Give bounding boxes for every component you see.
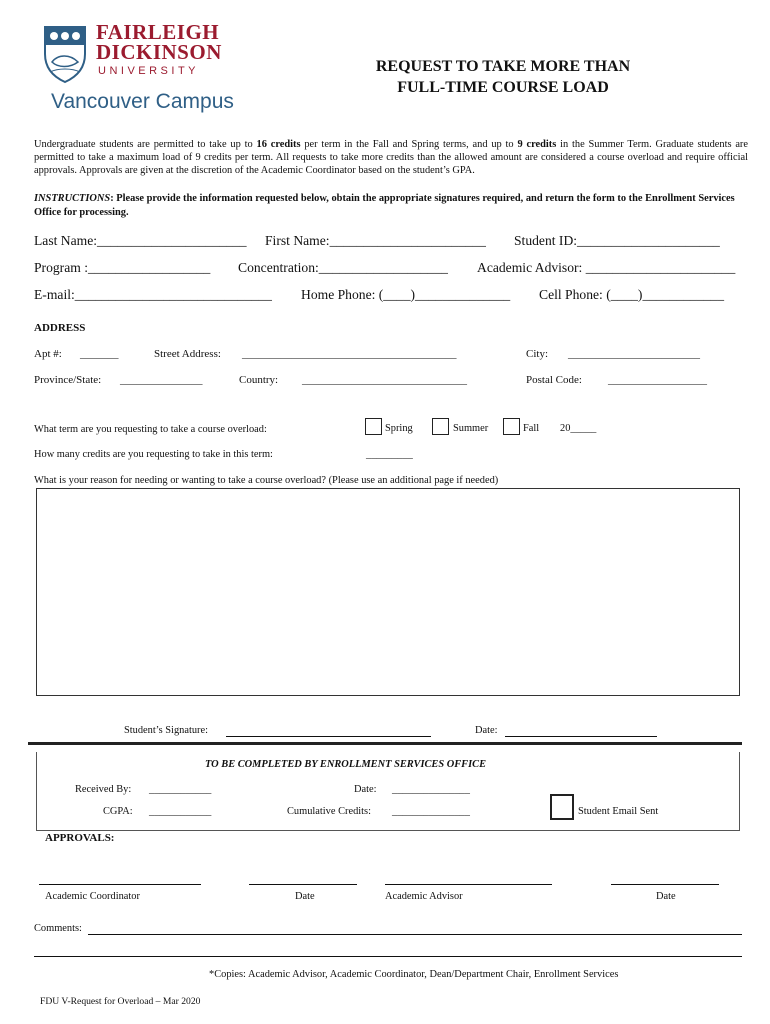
office-box-shadow: [28, 742, 742, 745]
spring-checkbox[interactable]: [365, 418, 382, 435]
intro-text-2: per term in the Fall and Spring terms, and up to: [300, 139, 518, 150]
student-id-field[interactable]: Student ID:_____________________: [514, 233, 720, 248]
coordinator-label: Academic Coordinator: [45, 891, 140, 902]
intro-bold-1: 16 credits: [256, 139, 301, 150]
cum-credits-field[interactable]: _______________: [392, 806, 470, 817]
logo-fairleigh: FAIRLEIGH: [96, 20, 220, 44]
logo-university: UNIVERSITY: [98, 65, 200, 77]
office-date-label: Date:: [354, 784, 377, 795]
advisor-label: Academic Advisor: [385, 891, 463, 902]
postal-field[interactable]: __________________: [608, 374, 707, 386]
spring-label: Spring: [385, 423, 413, 434]
intro-text-1: Undergraduate students are permitted to take up to: [34, 139, 257, 150]
address-heading: ADDRESS: [34, 322, 86, 334]
term-question: What term are you requesting to take a course overload:: [34, 424, 267, 435]
coordinator-date-label: Date: [295, 891, 315, 902]
email-sent-checkbox[interactable]: [550, 794, 574, 820]
intro-text-3: in the Summer Term. Graduate students are permitted to take a maximum load of 9 credits per term. All requests to take more credits than the allowed amount are considered a course overload and require official approvals. Approvals are given at the discretion of the Academic Coordinator based on the student’s GPA.: [34, 139, 748, 176]
program-field[interactable]: Program :__________________: [34, 260, 211, 275]
office-date-field[interactable]: _______________: [392, 784, 470, 795]
city-field[interactable]: ________________________: [568, 348, 700, 360]
copies-note: *Copies: Academic Advisor, Academic Coordinator, Dean/Department Chair, Enrollment Services: [209, 969, 619, 980]
reason-question: What is your reason for needing or wanting to take a course overload? (Please use an additional page if needed): [34, 475, 499, 486]
street-field[interactable]: _______________________________________: [242, 348, 457, 360]
street-label: Street Address:: [154, 348, 221, 360]
country-field[interactable]: ______________________________: [302, 374, 467, 386]
academic-advisor-field[interactable]: Academic Advisor: ______________________: [477, 260, 736, 275]
year-field[interactable]: 20_____: [560, 423, 597, 434]
logo-campus: Vancouver Campus: [51, 90, 234, 113]
reason-textarea[interactable]: [36, 488, 740, 696]
cell-phone-field[interactable]: Cell Phone: (____)____________: [539, 287, 725, 302]
apt-label: Apt #:: [34, 348, 62, 360]
email-sent-label: Student Email Sent: [578, 806, 659, 817]
form-title: [343, 56, 663, 98]
instructions-label: INSTRUCTIONS: [34, 193, 111, 204]
credits-question: How many credits are you requesting to take in this term:: [34, 449, 273, 460]
advisor-signature-line[interactable]: [385, 884, 552, 885]
summer-checkbox[interactable]: [432, 418, 449, 435]
concentration-field[interactable]: Concentration:___________________: [238, 260, 448, 275]
instructions: [34, 192, 748, 220]
title-line-1: REQUEST TO TAKE MORE THAN: [375, 58, 631, 75]
intro-bold-2: 9 credits: [517, 139, 557, 150]
advisor-date-line[interactable]: [611, 884, 719, 885]
signature-date-label: Date:: [475, 725, 498, 736]
comments-line-1[interactable]: [88, 934, 742, 935]
cgpa-label: CGPA:: [103, 806, 133, 817]
city-label: City:: [526, 348, 549, 360]
form-id: FDU V-Request for Overload – Mar 2020: [40, 996, 201, 1007]
home-phone-field[interactable]: Home Phone: (____)______________: [301, 287, 511, 302]
comments-label: Comments:: [34, 923, 82, 934]
cum-credits-label: Cumulative Credits:: [287, 806, 371, 817]
logo-dickinson: DICKINSON: [96, 40, 222, 64]
credits-field[interactable]: _________: [366, 449, 413, 460]
fall-label: Fall: [523, 423, 540, 434]
fall-checkbox[interactable]: [503, 418, 520, 435]
first-name-field[interactable]: First Name:_______________________: [265, 233, 486, 248]
student-signature-label: Student’s Signature:: [124, 725, 208, 736]
last-name-field[interactable]: Last Name:______________________: [34, 233, 247, 248]
province-label: Province/State:: [34, 374, 102, 386]
office-heading: TO BE COMPLETED BY ENROLLMENT SERVICES OFFICE: [205, 759, 486, 770]
signature-date-line[interactable]: [505, 736, 657, 737]
coordinator-signature-line[interactable]: [39, 884, 201, 885]
summer-label: Summer: [453, 423, 489, 434]
comments-line-2[interactable]: [34, 956, 742, 957]
approvals-heading: APPROVALS:: [45, 832, 115, 844]
cgpa-field[interactable]: ____________: [149, 806, 212, 817]
shield-crest-icon: [42, 24, 88, 84]
apt-field[interactable]: _______: [80, 348, 119, 360]
instructions-text: : Please provide the information requested below, obtain the appropriate signatures required, and return the form to the Enrollment Services Office for processing.: [34, 193, 735, 218]
intro-paragraph: [34, 138, 748, 177]
postal-label: Postal Code:: [526, 374, 582, 386]
university-logo: [38, 20, 238, 120]
email-field[interactable]: E-mail:_____________________________: [34, 287, 272, 302]
province-field[interactable]: _______________: [120, 374, 203, 386]
coordinator-date-line[interactable]: [249, 884, 357, 885]
student-signature-line[interactable]: [226, 736, 431, 737]
advisor-date-label: Date: [656, 891, 676, 902]
received-by-label: Received By:: [75, 784, 132, 795]
received-by-field[interactable]: ____________: [149, 784, 212, 795]
title-line-2: FULL-TIME COURSE LOAD: [397, 79, 609, 96]
country-label: Country:: [239, 374, 279, 386]
